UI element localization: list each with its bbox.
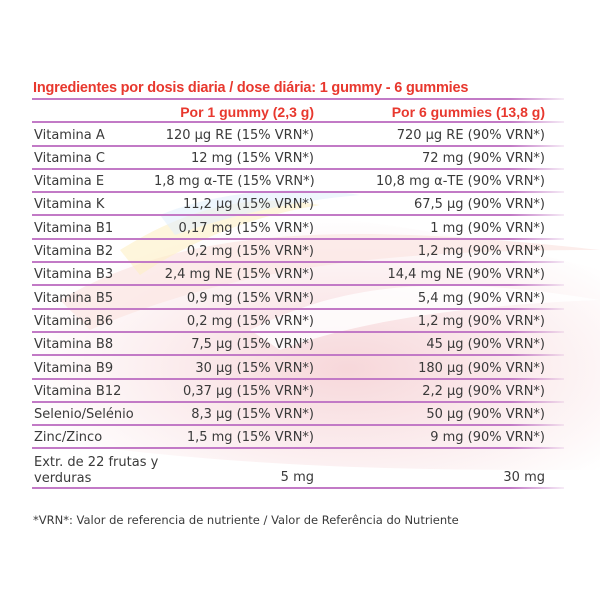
nutrient-name: Vitamina B8 bbox=[34, 337, 114, 353]
per-1-value: 0,37 µg (15% VRN*) bbox=[182, 383, 314, 399]
per-1-value: 8,3 µg (15% VRN*) bbox=[191, 407, 314, 423]
table-row bbox=[32, 147, 564, 168]
per-6-value: 5,4 mg (90% VRN*) bbox=[417, 290, 545, 306]
table-row bbox=[32, 263, 564, 284]
table-row bbox=[32, 333, 564, 354]
nutrition-table bbox=[32, 78, 564, 489]
nutrient-name: Vitamina K bbox=[34, 197, 105, 213]
per-1-value: 0,17 mg (15% VRN*) bbox=[178, 220, 314, 236]
per-1-value: 12 mg (15% VRN*) bbox=[190, 150, 314, 166]
per-1-value: 30 µg (15% VRN*) bbox=[195, 360, 314, 376]
nutrient-name: Vitamina B2 bbox=[34, 244, 114, 260]
table-row bbox=[32, 170, 564, 191]
per-6-value: 720 µg RE (90% VRN*) bbox=[396, 127, 545, 143]
table-row bbox=[32, 123, 564, 144]
table-row bbox=[32, 310, 564, 331]
per-6-value: 2,2 µg (90% VRN*) bbox=[422, 383, 545, 399]
nutrient-name: Vitamina E bbox=[34, 174, 105, 190]
table-title: Ingredientes por dosis diaria / dose diária: 1 gummy - 6 gummies bbox=[33, 80, 469, 96]
per-6-value: 1,2 mg (90% VRN*) bbox=[417, 313, 545, 329]
table-row bbox=[32, 449, 564, 487]
header-per-1-gummy: Por 1 gummy (2,3 g) bbox=[180, 104, 314, 121]
nutrient-name: Zinc/Zinco bbox=[34, 430, 103, 446]
nutrient-name: Vitamina C bbox=[34, 150, 105, 166]
per-6-value: 30 mg bbox=[503, 470, 545, 486]
per-6-value: 180 µg (90% VRN*) bbox=[418, 360, 545, 376]
per-6-value: 10,8 mg α-TE (90% VRN*) bbox=[376, 174, 545, 190]
header-per-6-gummies: Por 6 gummies (13,8 g) bbox=[391, 104, 545, 121]
nutrient-name: Extr. de 22 frutas y verduras bbox=[34, 455, 159, 487]
per-6-value: 1,2 mg (90% VRN*) bbox=[417, 244, 545, 260]
table-row bbox=[32, 356, 564, 377]
per-1-value: 1,8 mg α-TE (15% VRN*) bbox=[154, 174, 315, 190]
per-1-value: 0,2 mg (15% VRN*) bbox=[186, 313, 314, 329]
table-row bbox=[32, 193, 564, 214]
table-row bbox=[32, 426, 564, 447]
nutrient-name: Vitamina B12 bbox=[34, 383, 122, 399]
per-6-value: 14,4 mg NE (90% VRN*) bbox=[387, 267, 545, 283]
per-1-value: 0,9 mg (15% VRN*) bbox=[186, 290, 314, 306]
per-6-value: 1 mg (90% VRN*) bbox=[430, 220, 545, 236]
nutrient-name: Selenio/Selénio bbox=[34, 407, 134, 423]
per-6-value: 9 mg (90% VRN*) bbox=[430, 430, 545, 446]
per-1-value: 0,2 mg (15% VRN*) bbox=[186, 244, 314, 260]
table-row bbox=[32, 216, 564, 237]
nutrient-name: Vitamina B3 bbox=[34, 267, 114, 283]
per-1-value: 2,4 mg NE (15% VRN*) bbox=[164, 267, 314, 283]
table-row bbox=[32, 286, 564, 307]
per-1-value: 1,5 mg (15% VRN*) bbox=[186, 430, 314, 446]
per-6-value: 45 µg (90% VRN*) bbox=[426, 337, 545, 353]
per-1-value: 11,2 µg (15% VRN*) bbox=[182, 197, 314, 213]
nutrient-name: Vitamina A bbox=[34, 127, 105, 143]
per-6-value: 72 mg (90% VRN*) bbox=[421, 150, 545, 166]
per-1-value: 5 mg bbox=[280, 470, 314, 486]
nutrient-name: Vitamina B6 bbox=[34, 313, 114, 329]
table-row bbox=[32, 240, 564, 261]
table-header-row bbox=[32, 100, 564, 121]
table-row bbox=[32, 403, 564, 424]
per-1-value: 7,5 µg (15% VRN*) bbox=[191, 337, 314, 353]
per-6-value: 50 µg (90% VRN*) bbox=[426, 407, 545, 423]
nutrient-name: Vitamina B5 bbox=[34, 290, 114, 306]
nutrient-name: Vitamina B1 bbox=[34, 220, 114, 236]
divider bbox=[32, 487, 564, 489]
table-row bbox=[32, 380, 564, 401]
per-1-value: 120 µg RE (15% VRN*) bbox=[165, 127, 314, 143]
nutrient-name: Vitamina B9 bbox=[34, 360, 114, 376]
footnote: *VRN*: Valor de referencia de nutriente / Valor de Referência do Nutriente bbox=[33, 513, 459, 527]
per-6-value: 67,5 µg (90% VRN*) bbox=[413, 197, 545, 213]
